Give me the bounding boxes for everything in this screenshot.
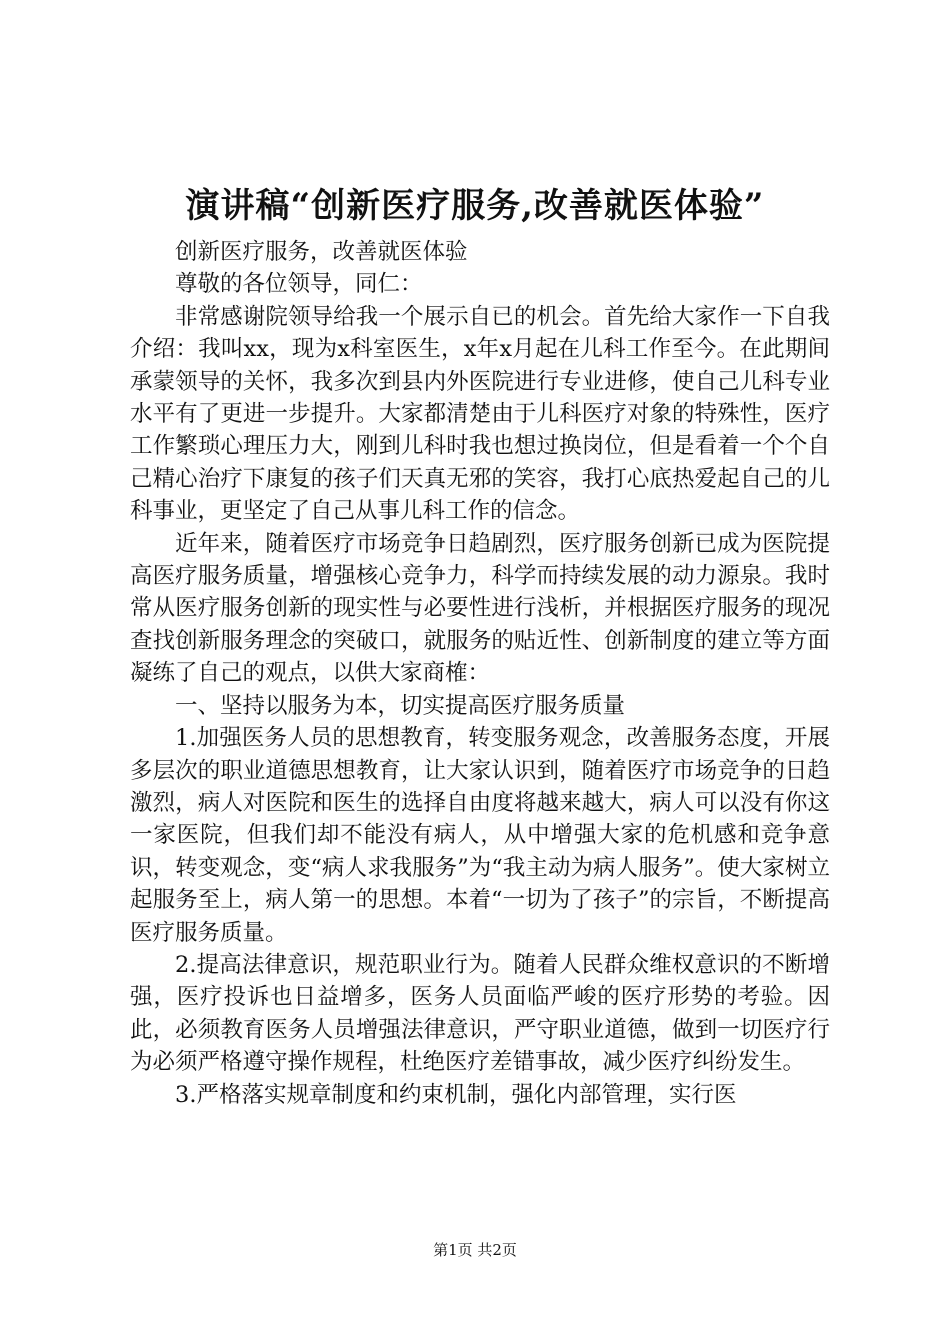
document-title: 演讲稿“创新医疗服务,改善就医体验” — [185, 186, 765, 226]
background-paragraph: 近年来，随着医疗市场竞争日趋剧烈，医疗服务创新已成为医院提高医疗服务质量，增强核心竞争力，科学而持续发展的动力源泉。我时常从医疗服务创新的现实性与必要性进行浅析，并根据医疗服务的现况查找创新服务理念的突破口，就服务的贴近性、创新制度的建立等方面凝练了自己的观点，以供大家商榷： — [130, 530, 830, 687]
intro-paragraph: 非常感谢院领导给我一个展示自已的机会。首先给大家作一下自我介绍：我叫xx，现为x科室医生，x年x月起在儿科工作至今。在此期间承蒙领导的关怀，我多次到县内外医院进行专业进修，使自己儿科专业水平有了更进一步提升。大家都清楚由于儿科医疗对象的特殊性，医疗工作繁琐心理压力大，刚到儿科时我也想过换岗位，但是看着一个个自己精心治疗下康复的孩子们天真无邪的笑容，我打心底热爱起自己的儿科事业，更坚定了自己从事儿科工作的信念。 — [130, 303, 830, 525]
page-number-footer: 第1页 共2页 — [433, 1241, 517, 1259]
point-2-paragraph: 2.提高法律意识，规范职业行为。随着人民群众维权意识的不断增强，医疗投诉也日益增多，医务人员面临严峻的医疗形势的考验。因此，必须教育医务人员增强法律意识，严守职业道德，做到一切医疗行为必须严格遵守操作规程，杜绝医疗差错事故，减少医疗纠纷发生。 — [130, 951, 830, 1076]
subtitle-paragraph: 创新医疗服务，改善就医体验 — [175, 239, 468, 265]
point-3-paragraph: 3.严格落实规章制度和约束机制，强化内部管理，实行医 — [175, 1081, 737, 1108]
point-1-paragraph: 1.加强医务人员的思想教育，转变服务观念，改善服务态度，开展多层次的职业道德思想教育，让大家认识到，随着医疗市场竞争的日趋激烈，病人对医院和医生的选择自由度将越来越大，病人可以没有你这一家医院，但我们却不能没有病人，从中增强大家的危机感和竞争意识，转变观念，变“病人求我服务”为“我主动为病人服务”。使大家树立起服务至上，病人第一的思想。本着“一切为了孩子”的宗旨，不断提高医疗服务质量。 — [130, 725, 830, 946]
document-body — [130, 236, 830, 1111]
section-heading: 一、坚持以服务为本，切实提高医疗服务质量 — [175, 692, 626, 719]
salutation-paragraph: 尊敬的各位领导，同仁： — [175, 271, 423, 298]
